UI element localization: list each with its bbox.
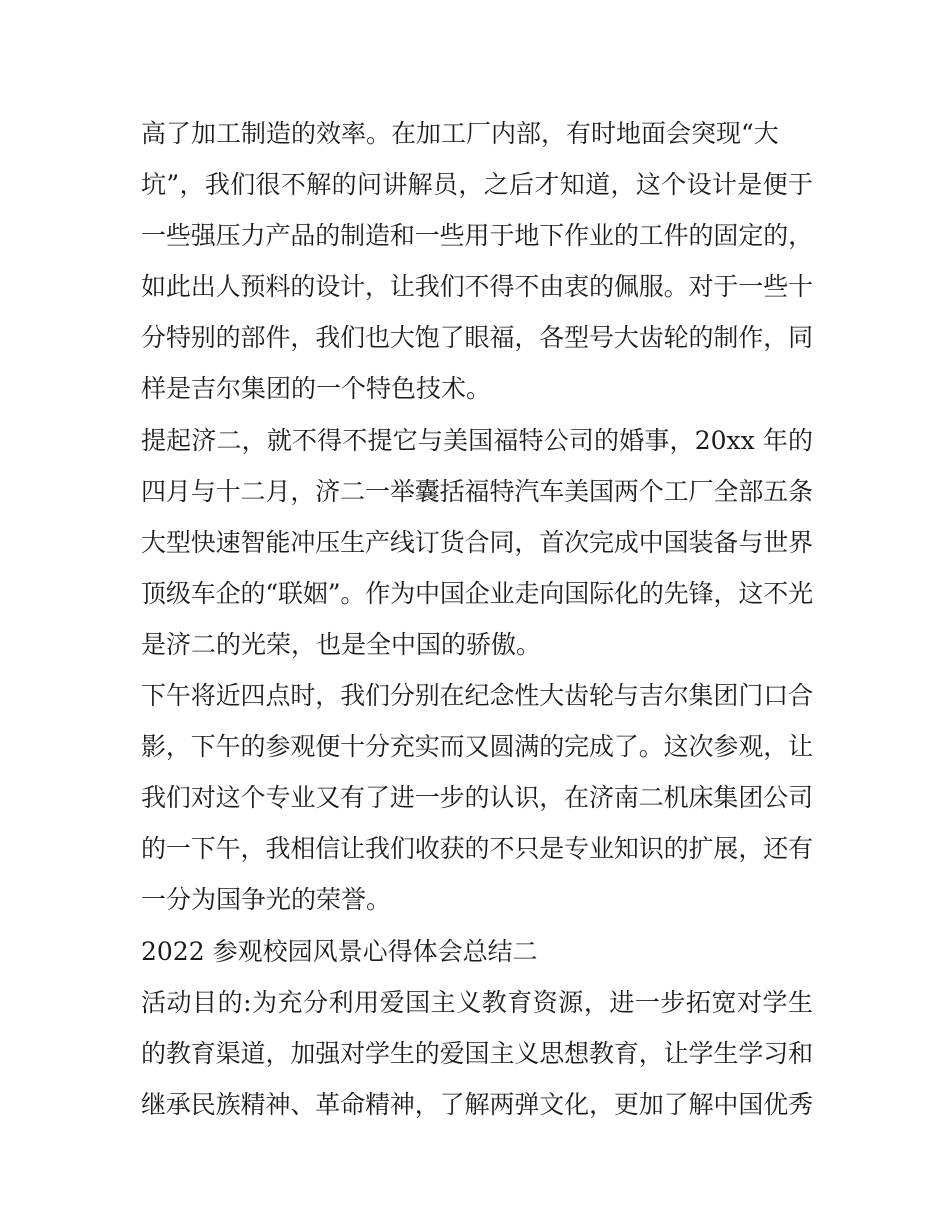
text-line: 样是吉尔集团的一个特色技术。 (141, 374, 492, 404)
text-line: 大型快速智能冲压生产线订货合同，首次完成中国装备与世界 (141, 527, 813, 557)
text-line: 顶级车企的“联姻”。作为中国企业走向国际化的先锋，这不光 (141, 578, 813, 608)
text-line: 下午将近四点时，我们分别在纪念性大齿轮与吉尔集团门口合 (141, 681, 813, 711)
text-line: 影，下午的参观便十分充实而又圆满的完成了。这次参观，让 (141, 732, 813, 762)
text-line: 的教育渠道，加强对学生的爱国主义思想教育，让学生学习和 (141, 1038, 813, 1068)
text-line: 坑”，我们很不解的问讲解员，之后才知道，这个设计是便于 (141, 170, 813, 200)
text-line: 继承民族精神、革命精神，了解两弹文化，更加了解中国优秀 (141, 1089, 813, 1119)
text-line: 我们对这个专业又有了进一步的认识，在济南二机床集团公司 (141, 783, 813, 813)
text-line: 提起济二，就不得不提它与美国福特公司的婚事，20xx 年的 (141, 425, 813, 455)
text-line: 是济二的光荣，也是全中国的骄傲。 (141, 629, 542, 659)
text-line: 高了加工制造的效率。在加工厂内部，有时地面会突现“大 (141, 119, 779, 148)
text-line: 一些强压力产品的制造和一些用于地下作业的工件的固定的， (141, 221, 813, 251)
text-line: 一分为国争光的荣誉。 (141, 885, 392, 915)
section-heading: 2022 参观校园风景心得体会总结二 (141, 936, 538, 966)
text-line: 分特别的部件，我们也大饱了眼福，各型号大齿轮的制作，同 (141, 323, 813, 353)
text-line: 四月与十二月，济二一举囊括福特汽车美国两个工厂全部五条 (141, 476, 813, 506)
text-line: 如此出人预料的设计，让我们不得不由衷的佩服。对于一些十 (141, 272, 813, 302)
body-text (141, 108, 813, 1130)
text-line: 活动目的:为充分利用爱国主义教育资源，进一步拓宽对学生 (141, 987, 813, 1017)
text-line: 的一下午，我相信让我们收获的不只是专业知识的扩展，还有 (141, 834, 813, 864)
